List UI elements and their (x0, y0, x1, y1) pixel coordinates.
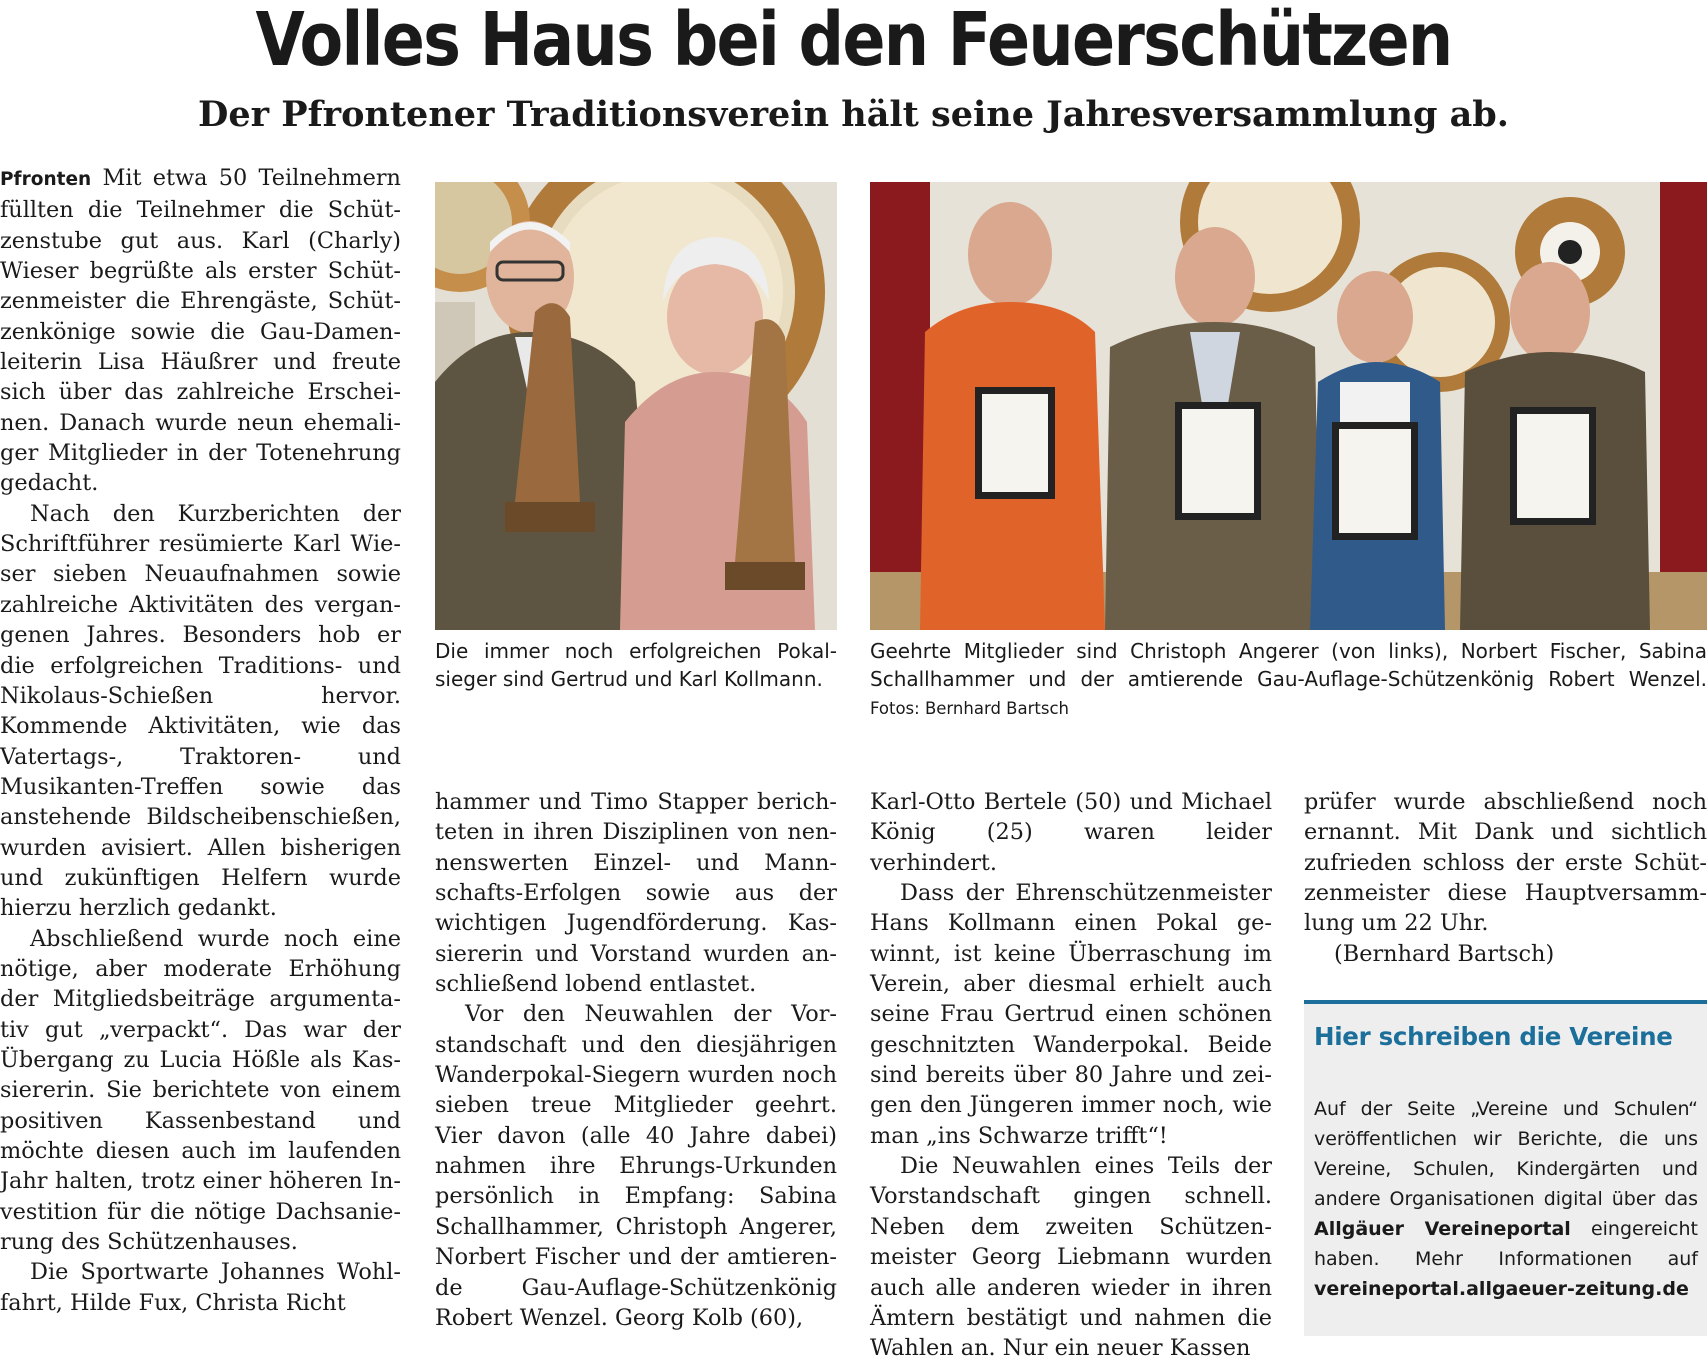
portal-name: Allgäuer Vereineportal (1314, 1218, 1571, 1240)
info-box-text-2: eingereicht haben. Mehr Informationen auf (1314, 1218, 1698, 1270)
article-paragraph (0, 163, 401, 499)
article-column-1 (0, 163, 401, 1318)
photo-caption-left: Die immer noch erfolgreichen Pokalsieger sind Gertrud und Karl Kollmann. (435, 639, 837, 691)
info-box-text (1314, 1094, 1698, 1304)
photo-pokalsieger-image (435, 182, 837, 630)
photo-caption-right-text: Geehrte Mitglieder sind Christoph Angerer (von links), Norbert Fischer, Sabina Schallhammer und der amtierende Gau-Auflage-Schützenkönig Robert Wenzel. (870, 639, 1707, 691)
article-paragraph: Dass der Ehrenschützenmeister Hans Kollmann einen Pokal gewinnt, ist keine Überraschung im Verein, aber diesmal erhielt auch seine Frau Gertrud einen schönen geschnitzten Wanderpokal. Beide sind bereits über 80 Jahre und zeigen den Jüngeren immer noch, wie man „ins Schwarze trifft“! (870, 880, 1272, 1149)
photo-geehrte-mitglieder-image (870, 182, 1707, 630)
headline: Volles Haus bei den Feuerschützen (255, 0, 1452, 83)
info-box (1304, 1000, 1707, 1336)
article-paragraph: Die Neuwahlen eines Teils der Vorstandschaft gingen schnell. Neben dem zweiten Schützenmeister Georg Liebmann wurden auch alle anderen wieder in ihren Ämtern bestätigt und nahmen die Wahlen an. Nur ein neuer Kassen (870, 1153, 1272, 1362)
photo-caption-right (870, 637, 1707, 723)
info-box-text-1: Auf der Seite „Vereine und Schulen“ veröffentlichen wir Berichte, die uns Vereine, Schulen, Kindergärten und andere Organisationen digital über das (1314, 1098, 1698, 1210)
article-column-3 (870, 787, 1272, 1364)
subheadline: Der Pfrontener Traditionsverein hält seine Jahresversammlung ab. (198, 94, 1509, 135)
article-column-4 (1304, 787, 1707, 969)
portal-url-link[interactable]: vereineportal.allgaeuer-zeitung.de (1314, 1278, 1689, 1300)
photo-credit: Fotos: Bernhard Bartsch (870, 699, 1069, 718)
article-paragraph: prüfer wurde abschließend noch ernannt. Mit Dank und sichtlich zufrieden schloss der erste Schützenmeister diese Hauptversammlung um 22 Uhr. (1304, 789, 1707, 937)
paragraph-text: Mit etwa 50 Teilnehmern füllten die Teilnehmer die Schützenstube gut aus. Karl (Charly) Wieser begrüßte als erster Schützenmeister die Ehrengäste, Schützenkönige sowie die Gau-Damenleiterin Lisa Häußrer und freute sich über das zahlreiche Erscheinen. Danach wurde neun ehemaliger Mitglieder in der Totenehrung gedacht. (0, 165, 401, 497)
photo-pokalsieger (435, 182, 837, 630)
article-paragraph: Die Sportwarte Johannes Wohlfahrt, Hilde Fux, Christa Richt (0, 1259, 401, 1316)
author-signature: (Bernhard Bartsch) (1334, 940, 1555, 967)
article-paragraph: Nach den Kurzberichten der Schriftführer resümierte Karl Wieser sieben Neuaufnahmen sowie zahlreiche Aktivitäten des vergangenen Jahres. Besonders hob er die erfolgreichen Traditions- und Nikolaus-Schießen hervor. Kommende Aktivitäten, wie das Vatertags-, Traktoren- und Musikanten-Treffen sowie das anstehende Bildscheibenschießen, wurden avisiert. Allen bisherigen und zukünftigen Helfern wurde hierzu herzlich gedankt. (0, 500, 401, 922)
photo-geehrte-mitglieder (870, 182, 1707, 630)
article-paragraph: Vor den Neuwahlen der Vorstandschaft und den diesjährigen Wanderpokal-Siegern wurden noch sieben treue Mitglieder geehrt. Vier davon (alle 40 Jahre dabei) nahmen ihre Ehrungs-Urkunden persönlich in Empfang: Sabina Schallhammer, Christoph Angerer, Norbert Fischer und der amtierende Gau-Auflage-Schützenkönig Robert Wenzel. Georg Kolb (60), (435, 1001, 837, 1331)
info-box-title: Hier schreiben die Vereine (1314, 1022, 1673, 1051)
article-paragraph: Karl-Otto Bertele (50) und Michael König (25) waren leider verhindert. (870, 789, 1272, 876)
article-column-2 (435, 787, 837, 1333)
article-paragraph: hammer und Timo Stapper berichteten in ihren Disziplinen von nennenswerten Einzel- und Mannschafts-Erfolgen sowie aus der wichtigen Jugendförderung. Kassiererin und Vorstand wurden anschließend lobend entlastet. (435, 789, 837, 998)
article-paragraph: Abschließend wurde noch eine nötige, aber moderate Erhöhung der Mitgliedsbeiträge argumentativ gut „verpackt“. Das war der Übergang zu Lucia Hößle als Kassiererin. Sie berichtete von einem positiven Kassenbestand und möchte diesen auch im laufenden Jahr halten, trotz einer höheren Investition für die nötige Dachsanierung des Schützenhauses. (0, 925, 401, 1256)
dateline: Pfronten (0, 169, 92, 190)
